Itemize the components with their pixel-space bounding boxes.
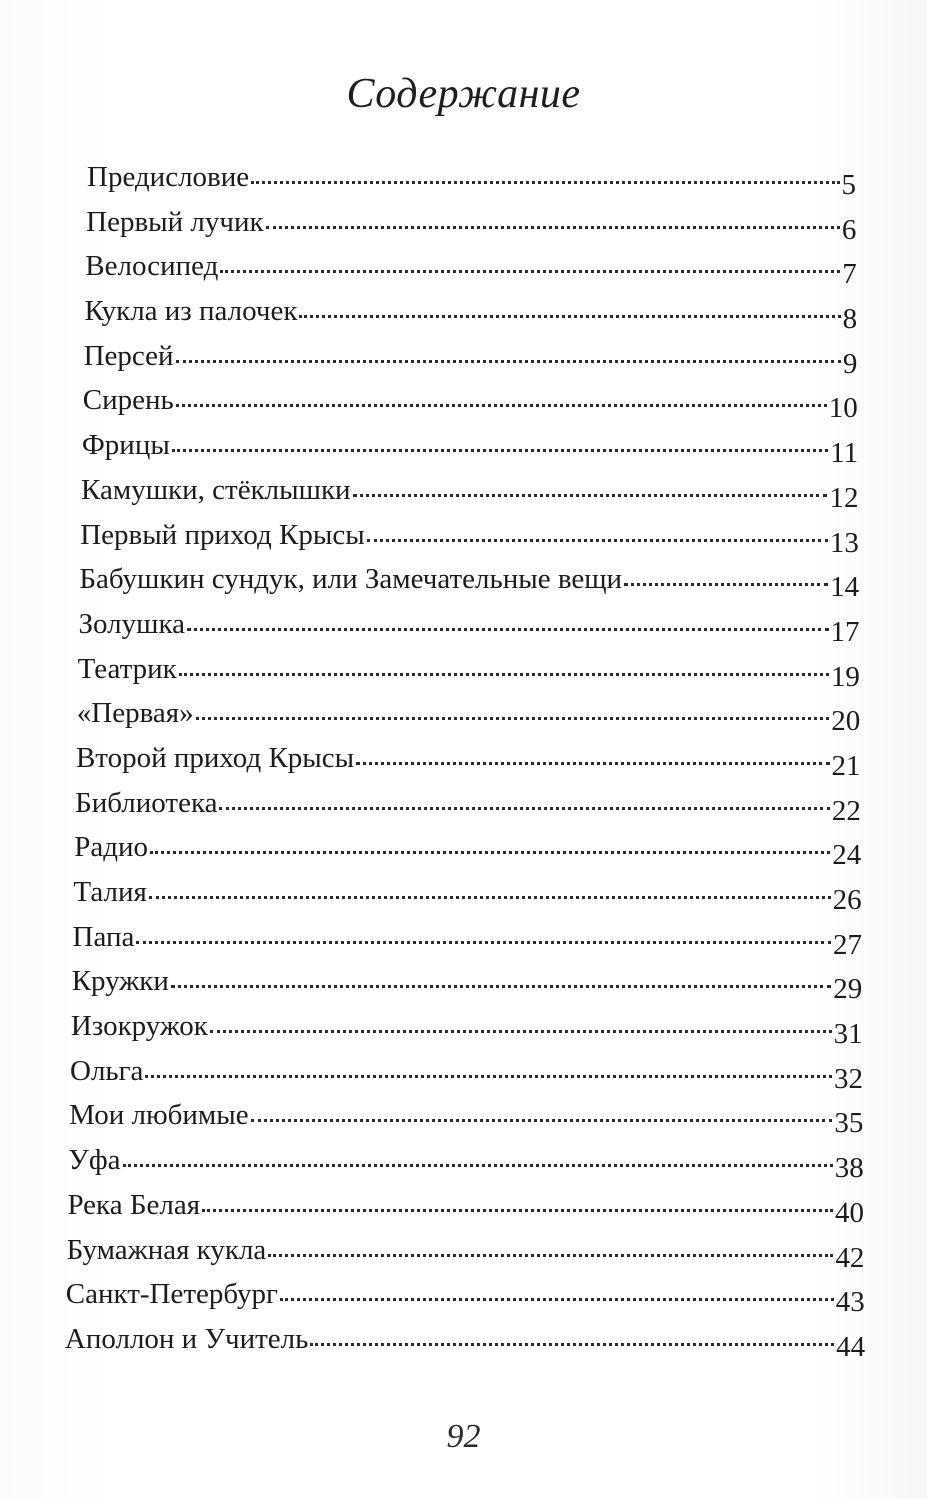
- toc-entry-page: 9: [842, 347, 858, 380]
- toc-entry: [73, 870, 861, 915]
- toc-entry: [79, 602, 860, 647]
- toc-entry-page: 13: [829, 526, 859, 559]
- toc-entry-page: 32: [834, 1062, 863, 1095]
- toc-entry: [77, 691, 860, 736]
- toc-entry-title: Санкт-Петербург: [65, 1278, 278, 1311]
- toc-entry: [71, 1004, 863, 1049]
- toc-entry-title: Бабушкин сундук, или Замечательные вещи: [79, 563, 623, 596]
- toc-entry-page: 14: [830, 571, 860, 604]
- dot-leader: [176, 359, 841, 363]
- toc-entry-page: 27: [832, 928, 862, 961]
- page-number: 92: [446, 1418, 481, 1455]
- toc-entry: [68, 1138, 863, 1183]
- toc-entry-page: 26: [832, 884, 862, 916]
- toc-entry-page: 10: [828, 392, 858, 425]
- table-of-contents: [60, 155, 866, 1363]
- toc-entry: [66, 1272, 865, 1317]
- toc-entry: [87, 155, 856, 200]
- dot-leader: [150, 850, 830, 854]
- toc-entry-page: 20: [831, 705, 861, 738]
- toc-entry-title: Золушка: [78, 607, 185, 640]
- toc-entry: [84, 334, 858, 379]
- toc-entry: [67, 1183, 864, 1228]
- toc-entry-title: Мои любимые: [69, 1099, 249, 1132]
- page-title: Содержание: [346, 71, 581, 117]
- dot-leader: [210, 1029, 832, 1033]
- toc-entry-title: Ольга: [70, 1054, 144, 1087]
- dot-leader: [219, 806, 829, 810]
- toc-entry-title: Камушки, стёклышки: [81, 473, 351, 506]
- toc-entry-title: Первый приход Крысы: [80, 518, 365, 551]
- dot-leader: [220, 269, 840, 273]
- dot-leader: [310, 1342, 834, 1346]
- dot-leader: [280, 1297, 834, 1301]
- toc-entry-page: 24: [832, 839, 862, 872]
- toc-entry-page: 8: [842, 303, 858, 336]
- dot-leader: [367, 538, 828, 542]
- dot-leader: [145, 1074, 832, 1078]
- toc-entry: [78, 647, 860, 692]
- dot-leader: [353, 493, 828, 497]
- toc-entry-page: 43: [835, 1286, 865, 1319]
- toc-entry-page: 7: [842, 258, 857, 291]
- toc-entry-title: Аполлон и Учитель: [64, 1322, 309, 1355]
- dot-leader: [123, 1163, 833, 1167]
- dot-leader: [202, 1208, 833, 1212]
- toc-entry-page: 22: [831, 794, 861, 827]
- dot-leader: [187, 627, 829, 631]
- toc-entry: [74, 825, 861, 870]
- dot-leader: [251, 1118, 833, 1122]
- toc-entry-title: «Первая»: [76, 697, 194, 730]
- toc-entry-title: Фрицы: [81, 429, 170, 462]
- toc-entry: [65, 1317, 865, 1362]
- toc-entry-title: Театрик: [77, 652, 177, 685]
- toc-entry-title: Радио: [74, 831, 149, 864]
- toc-entry-page: 11: [830, 437, 859, 470]
- toc-entry-title: Сирень: [82, 384, 174, 417]
- dot-leader: [176, 403, 827, 407]
- toc-entry-title: Изокружок: [70, 1010, 208, 1043]
- toc-entry: [80, 513, 859, 558]
- toc-entry-page: 35: [834, 1107, 864, 1140]
- toc-entry-title: Уфа: [68, 1144, 121, 1177]
- toc-entry-page: 40: [835, 1196, 865, 1229]
- toc-entry-page: 19: [830, 660, 860, 693]
- toc-entry-title: Библиотека: [75, 786, 218, 819]
- toc-entry-page: 29: [833, 973, 863, 1006]
- toc-entry-title: Талия: [73, 876, 147, 908]
- toc-entry: [75, 781, 861, 826]
- toc-entry-title: Велосипед: [85, 250, 219, 283]
- toc-entry-page: 12: [829, 481, 859, 514]
- toc-entry: [86, 200, 856, 245]
- toc-entry-page: 44: [836, 1330, 866, 1363]
- toc-entry-title: Персей: [83, 339, 174, 372]
- toc-entry-title: Второй приход Крысы: [75, 741, 355, 774]
- toc-entry: [81, 468, 858, 513]
- dot-leader: [268, 1253, 833, 1257]
- toc-entry-page: 21: [831, 749, 861, 782]
- toc-entry-title: Бумажная кукла: [66, 1233, 267, 1266]
- toc-entry: [69, 1093, 863, 1138]
- toc-entry: [76, 736, 861, 781]
- toc-entry: [72, 959, 863, 1004]
- toc-entry: [83, 378, 858, 423]
- toc-entry-page: 5: [841, 169, 856, 201]
- toc-entry-title: Кукла из палочек: [84, 295, 298, 328]
- dot-leader: [356, 761, 829, 765]
- toc-entry-title: Предисловие: [87, 161, 250, 193]
- toc-entry-title: Папа: [72, 920, 135, 953]
- dot-leader: [266, 225, 840, 229]
- toc-entry-page: 42: [835, 1241, 865, 1274]
- toc-entry: [82, 423, 858, 468]
- dot-leader: [172, 448, 828, 452]
- dot-leader: [171, 984, 831, 988]
- toc-entry: [73, 915, 862, 960]
- dot-leader: [149, 895, 831, 899]
- dot-leader: [179, 672, 829, 676]
- toc-entry-page: 31: [833, 1018, 863, 1051]
- toc-entry: [84, 289, 857, 334]
- toc-entry-page: 17: [830, 615, 860, 648]
- dot-leader: [251, 180, 839, 184]
- toc-entry-page: 6: [841, 213, 857, 246]
- dot-leader: [136, 940, 831, 944]
- toc-entry: [85, 244, 856, 289]
- dot-leader: [196, 716, 830, 720]
- toc-entry-title: Кружки: [71, 965, 169, 998]
- toc-entry-title: Первый лучик: [86, 205, 264, 238]
- toc-entry: [70, 1049, 863, 1094]
- dot-leader: [624, 582, 828, 586]
- toc-entry-page: 38: [834, 1152, 864, 1185]
- toc-entry: [67, 1228, 865, 1273]
- toc-entry: [79, 557, 859, 602]
- toc-entry-title: Река Белая: [67, 1188, 201, 1221]
- dot-leader: [299, 314, 840, 318]
